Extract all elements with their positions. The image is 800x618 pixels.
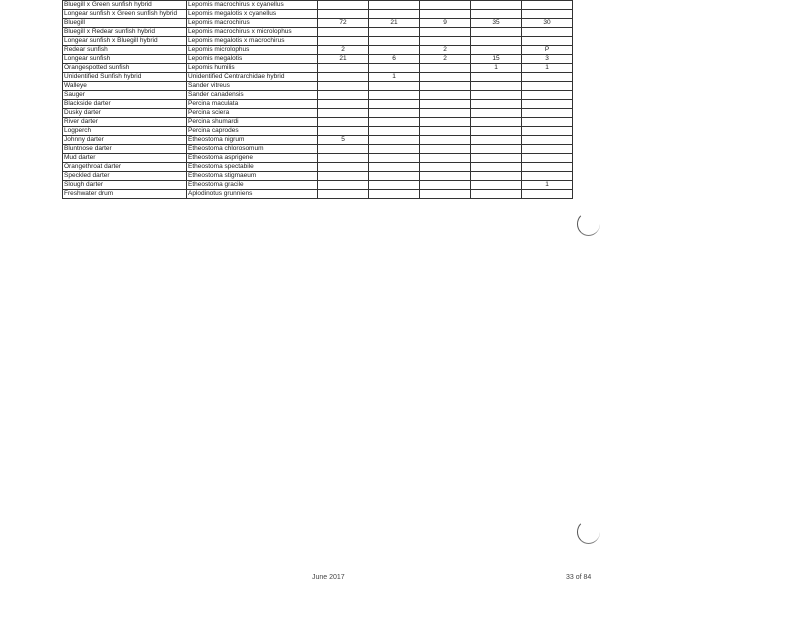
count-cell [369,91,420,100]
count-cell [369,172,420,181]
count-cell [420,145,471,154]
common-name-cell: Longear sunfish x Bluegill hybrid [63,37,187,46]
count-cell [318,100,369,109]
common-name-cell: Dusky darter [63,109,187,118]
count-cell: 21 [318,55,369,64]
count-cell [471,46,522,55]
common-name-cell: Bluegill [63,19,187,28]
table-row [63,118,573,127]
count-cell [318,172,369,181]
table-row [63,73,573,82]
table-row [63,181,573,190]
count-cell [318,64,369,73]
count-cell [522,1,573,10]
count-cell [420,100,471,109]
table-row [63,100,573,109]
scientific-name-cell: Percina sciera [187,109,318,118]
scientific-name-cell: Lepomis macrochirus x microlophus [187,28,318,37]
count-cell [420,64,471,73]
count-cell [318,82,369,91]
count-cell [318,163,369,172]
count-cell [420,154,471,163]
scientific-name-cell: Percina maculata [187,100,318,109]
count-cell [369,46,420,55]
count-cell [369,37,420,46]
count-cell: 9 [420,19,471,28]
common-name-cell: Sauger [63,91,187,100]
count-cell [369,154,420,163]
count-cell [369,127,420,136]
count-cell [522,100,573,109]
table-row [63,28,573,37]
scientific-name-cell: Aplodinotus grunniens [187,190,318,199]
count-cell [369,190,420,199]
count-cell [471,10,522,19]
count-cell: 2 [420,46,471,55]
count-cell [522,145,573,154]
count-cell [420,181,471,190]
count-cell [369,100,420,109]
count-cell [420,127,471,136]
count-cell [318,154,369,163]
scientific-name-cell: Lepomis macrochirus [187,19,318,28]
common-name-cell: Speckled darter [63,172,187,181]
count-cell [420,10,471,19]
count-cell [522,10,573,19]
common-name-cell: Slough darter [63,181,187,190]
common-name-cell: Bluegill x Green sunfish hybrid [63,1,187,10]
count-cell [522,163,573,172]
count-cell: 5 [318,136,369,145]
common-name-cell: Orangespotted sunfish [63,64,187,73]
count-cell [420,1,471,10]
count-cell [522,82,573,91]
scientific-name-cell: Etheostoma stigmaeum [187,172,318,181]
table-row [63,109,573,118]
scientific-name-cell: Lepomis macrochirus x cyanellus [187,1,318,10]
count-cell [471,100,522,109]
count-cell: 1 [369,73,420,82]
common-name-cell: Redear sunfish [63,46,187,55]
scientific-name-cell: Etheostoma spectabile [187,163,318,172]
count-cell [369,1,420,10]
table-row [63,91,573,100]
count-cell [420,190,471,199]
count-cell [471,145,522,154]
count-cell [522,154,573,163]
table-row [63,145,573,154]
count-cell [420,136,471,145]
table-row [63,64,573,73]
scientific-name-cell: Lepomis megalotis [187,55,318,64]
count-cell [471,154,522,163]
count-cell: 1 [522,64,573,73]
scientific-name-cell: Sander vitreus [187,82,318,91]
count-cell [318,181,369,190]
count-cell [318,145,369,154]
scientific-name-cell: Lepomis megalotis x macrochirus [187,37,318,46]
scientific-name-cell: Unidentified Centrarchidae hybrid [187,73,318,82]
scientific-name-cell: Lepomis humilis [187,64,318,73]
count-cell [522,118,573,127]
count-cell [522,172,573,181]
table-row [63,55,573,64]
count-cell [420,118,471,127]
count-cell [369,181,420,190]
count-cell [369,28,420,37]
count-cell [318,109,369,118]
common-name-cell: Johnny darter [63,136,187,145]
fish-species-table [62,0,573,199]
count-cell [471,1,522,10]
count-cell [318,118,369,127]
table-row [63,1,573,10]
count-cell [471,127,522,136]
count-cell [522,190,573,199]
count-cell [471,172,522,181]
count-cell: 30 [522,19,573,28]
count-cell [420,172,471,181]
scientific-name-cell: Etheostoma chlorosomum [187,145,318,154]
count-cell [318,127,369,136]
table-row [63,172,573,181]
common-name-cell: Longear sunfish [63,55,187,64]
count-cell: 35 [471,19,522,28]
count-cell: 72 [318,19,369,28]
count-cell [318,28,369,37]
count-cell: P [522,46,573,55]
count-cell [369,10,420,19]
common-name-cell: Bluegill x Redear sunfish hybrid [63,28,187,37]
common-name-cell: Blackside darter [63,100,187,109]
count-cell [471,163,522,172]
scientific-name-cell: Percina shumardi [187,118,318,127]
count-cell [471,136,522,145]
count-cell [522,109,573,118]
count-cell [471,82,522,91]
scientific-name-cell: Etheostoma nigrum [187,136,318,145]
count-cell [471,73,522,82]
count-cell: 2 [318,46,369,55]
count-cell [522,28,573,37]
count-cell [471,28,522,37]
count-cell [420,91,471,100]
common-name-cell: Walleye [63,82,187,91]
count-cell [369,163,420,172]
fish-table-body [63,1,573,199]
scientific-name-cell: Percina caprodes [187,127,318,136]
page-edge-mark [577,520,600,544]
footer-page-number: 33 of 84 [566,574,592,581]
count-cell [420,82,471,91]
count-cell [420,73,471,82]
count-cell: 6 [369,55,420,64]
scientific-name-cell: Lepomis microlophus [187,46,318,55]
count-cell [471,190,522,199]
count-cell [369,136,420,145]
common-name-cell: Unidentified Sunfish hybrid [63,73,187,82]
table-row [63,82,573,91]
count-cell: 1 [522,181,573,190]
common-name-cell: River darter [63,118,187,127]
table-row [63,10,573,19]
count-cell [369,64,420,73]
table-row [63,136,573,145]
table-row [63,154,573,163]
scientific-name-cell: Etheostoma asprigene [187,154,318,163]
common-name-cell: Freshwater drum [63,190,187,199]
common-name-cell: Longear sunfish x Green sunfish hybrid [63,10,187,19]
count-cell [471,181,522,190]
count-cell [318,73,369,82]
table-row [63,190,573,199]
count-cell [522,37,573,46]
table-row [63,163,573,172]
count-cell [318,190,369,199]
count-cell: 21 [369,19,420,28]
common-name-cell: Bluntnose darter [63,145,187,154]
table-row [63,19,573,28]
count-cell [420,109,471,118]
count-cell [369,145,420,154]
count-cell [522,136,573,145]
count-cell [471,109,522,118]
count-cell [420,37,471,46]
table-row [63,127,573,136]
page-edge-mark [577,212,600,236]
count-cell: 3 [522,55,573,64]
scientific-name-cell: Lepomis megalotis x cyanellus [187,10,318,19]
count-cell [369,82,420,91]
count-cell [318,1,369,10]
common-name-cell: Logperch [63,127,187,136]
count-cell [318,91,369,100]
count-cell [318,10,369,19]
footer-date: June 2017 [312,574,345,581]
count-cell [369,109,420,118]
scientific-name-cell: Etheostoma gracile [187,181,318,190]
count-cell [471,91,522,100]
count-cell [420,28,471,37]
count-cell [369,118,420,127]
common-name-cell: Orangethroat darter [63,163,187,172]
count-cell: 2 [420,55,471,64]
count-cell: 1 [471,64,522,73]
count-cell [522,73,573,82]
common-name-cell: Mud darter [63,154,187,163]
count-cell [522,127,573,136]
count-cell [318,37,369,46]
scientific-name-cell: Sander canadensis [187,91,318,100]
count-cell [420,163,471,172]
table-row [63,37,573,46]
count-cell [471,37,522,46]
count-cell: 15 [471,55,522,64]
count-cell [471,118,522,127]
count-cell [522,91,573,100]
table-row [63,46,573,55]
